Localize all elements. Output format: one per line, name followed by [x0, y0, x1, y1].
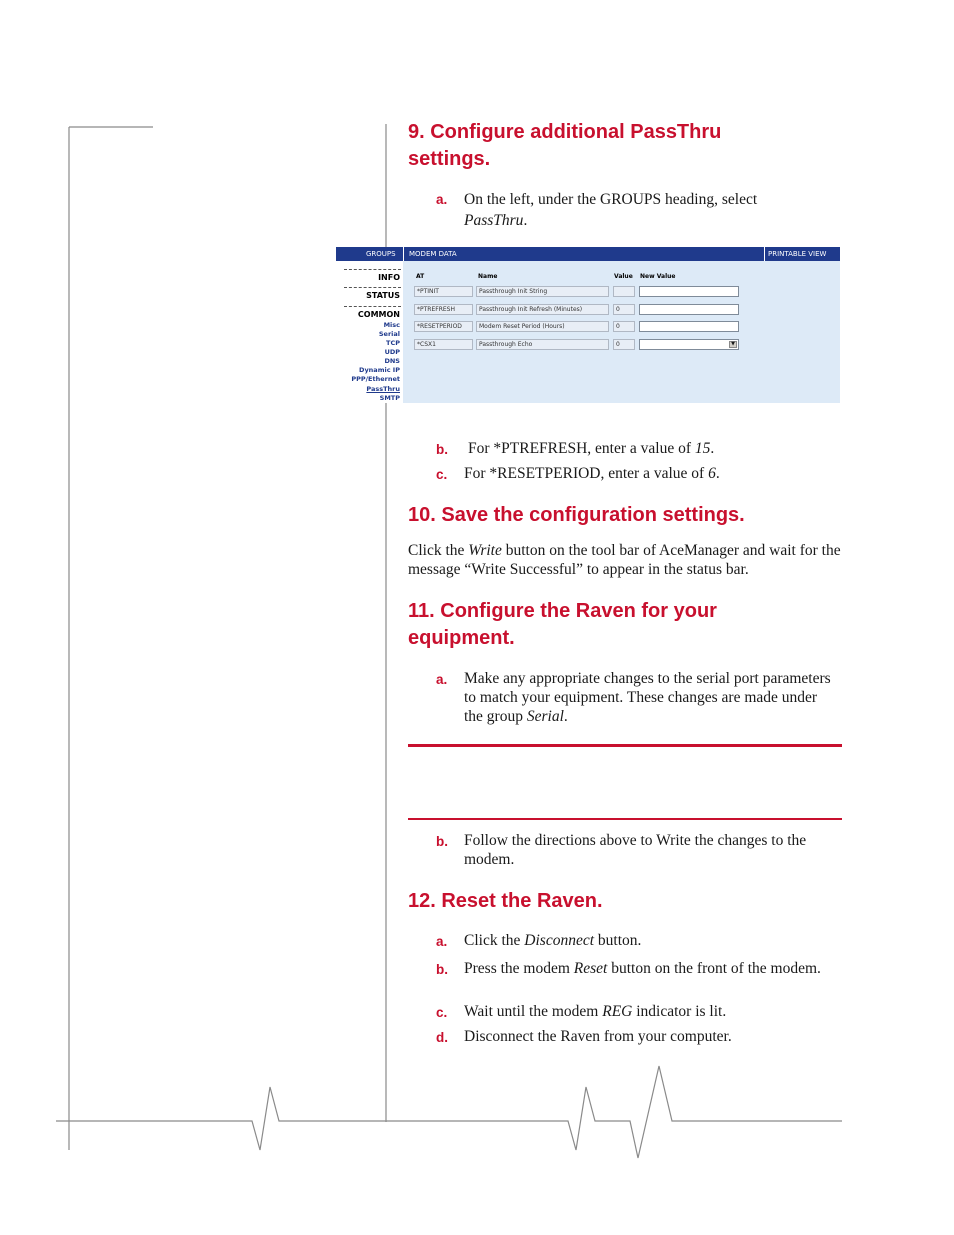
step-letter: b. [436, 834, 448, 849]
note-rule-bottom [408, 818, 842, 820]
table-row-name: Modem Reset Period (Hours) [476, 321, 609, 332]
acemanager-sidebar [336, 261, 403, 403]
table-row-name: Passthrough Init String [476, 286, 609, 297]
table-row-value: 0 [613, 304, 635, 315]
sidebar-item-info[interactable]: INFO [378, 273, 400, 282]
tab-printable-view[interactable]: PRINTABLE VIEW [768, 250, 827, 258]
table-row-name: Passthrough Echo [476, 339, 609, 350]
sidebar-item-dns[interactable]: DNS [384, 357, 400, 365]
step-12b [436, 959, 841, 978]
section-9-heading [408, 119, 721, 173]
step-9c [436, 464, 841, 483]
section-9-heading-line1: 9. Configure additional PassThru [408, 121, 722, 143]
step-text [464, 1002, 841, 1021]
column-header-name: Name [478, 273, 498, 280]
step-11b [436, 831, 841, 869]
step-9b-period: . [710, 440, 715, 457]
section-11-heading-line1: 11. Configure the Raven for your [408, 600, 717, 622]
step-letter: d. [436, 1030, 448, 1045]
step-9b-text: For *PTREFRESH, enter a value of [468, 440, 695, 457]
step-12a-text: Click the [464, 932, 525, 949]
chevron-down-icon[interactable]: ▼ [729, 341, 737, 348]
step-12c-text: Wait until the modem [464, 1003, 603, 1020]
new-value-input-resetperiod[interactable] [639, 321, 739, 332]
column-header-at: AT [416, 273, 425, 280]
step-text [464, 931, 841, 950]
section-10-text: Click the [408, 542, 469, 559]
table-row-name: Passthrough Init Refresh (Minutes) [476, 304, 609, 315]
step-letter: b. [436, 962, 448, 977]
step-9a [436, 189, 841, 231]
sidebar-item-tcp[interactable]: TCP [386, 339, 400, 347]
step-11a [436, 669, 841, 726]
step-text [468, 439, 841, 458]
sidebar-item-common[interactable]: COMMON [357, 310, 400, 319]
step-text [464, 189, 841, 231]
tab-groups[interactable]: GROUPS [366, 250, 396, 258]
step-9b [436, 439, 841, 458]
step-12d [436, 1027, 841, 1046]
step-11a-emphasis: Serial [526, 708, 564, 725]
section-10-text-rest: button on the tool bar of AceManager and wait for the message “Write Successful” to appear in the status bar. [408, 542, 841, 578]
step-9c-text: For *RESETPERIOD, enter a value of [464, 465, 709, 482]
step-text [464, 669, 834, 726]
sidebar-item-ppp-ethernet[interactable]: PPP/Ethernet [351, 375, 400, 383]
table-row-at: *PTINIT [414, 286, 473, 297]
sidebar-item-dynamic-ip[interactable]: Dynamic IP [359, 366, 400, 374]
new-value-input-ptinit[interactable] [639, 286, 739, 297]
table-row-value: 0 [613, 339, 635, 350]
sidebar-item-passthru[interactable]: PassThru [366, 385, 400, 393]
table-row-value [613, 286, 635, 297]
section-11-heading [408, 598, 717, 652]
section-11-heading-line2: equipment. [408, 627, 515, 649]
step-text: Disconnect the Raven from your computer. [464, 1028, 732, 1045]
table-row-at: *PTREFRESH [414, 304, 473, 315]
step-letter: c. [436, 1005, 448, 1020]
step-12a [436, 931, 841, 950]
step-9c-emphasis: 6 [708, 465, 716, 482]
sidebar-item-misc[interactable]: Misc [383, 321, 400, 329]
sidebar-item-serial[interactable]: Serial [378, 330, 400, 338]
step-9a-text: On the left, under the GROUPS heading, select [464, 191, 758, 208]
step-9b-emphasis: 15 [694, 440, 711, 457]
section-10-heading: 10. Save the configuration settings. [408, 504, 745, 526]
step-12c-text-rest: indicator is lit. [632, 1003, 727, 1020]
step-12c [436, 1002, 841, 1021]
section-9-heading-line2: settings. [408, 148, 491, 170]
section-10-emphasis: Write [468, 542, 502, 559]
step-9a-emphasis: PassThru [464, 212, 524, 229]
new-value-input-ptrefresh[interactable] [639, 304, 739, 315]
step-letter: a. [436, 672, 448, 687]
step-letter: b. [436, 442, 448, 457]
acemanager-tab-bar [336, 247, 840, 261]
step-11a-text: Make any appropriate changes to the serial port parameters to match your equipment. These changes are made under the group [464, 670, 831, 725]
table-row-value: 0 [613, 321, 635, 332]
acemanager-screenshot [336, 247, 840, 403]
table-row-at: *RESETPERIOD [414, 321, 473, 332]
step-12a-text-rest: button. [594, 932, 642, 949]
sidebar-item-status[interactable]: STATUS [366, 291, 400, 300]
step-12b-text: Press the modem [464, 960, 574, 977]
new-value-select-csx1[interactable] [639, 339, 739, 350]
step-letter: a. [436, 934, 448, 949]
table-row-at: *CSX1 [414, 339, 473, 350]
step-text [464, 959, 841, 978]
step-text: Follow the directions above to Write the changes to the modem. [464, 832, 807, 868]
step-letter: a. [436, 192, 448, 207]
step-letter: c. [436, 467, 448, 482]
step-12b-emphasis: Reset [573, 960, 608, 977]
step-11a-period: . [563, 708, 568, 725]
section-10-paragraph [408, 541, 848, 579]
step-12b-text-rest: button on the front of the modem. [607, 960, 821, 977]
section-12-heading: 12. Reset the Raven. [408, 890, 603, 912]
step-text [464, 464, 841, 483]
note-rule-top [408, 744, 842, 747]
step-12a-emphasis: Disconnect [524, 932, 595, 949]
step-12c-emphasis: REG [602, 1003, 633, 1020]
step-9c-period: . [715, 465, 720, 482]
column-header-new-value: New Value [640, 273, 676, 280]
step-9a-period: . [523, 212, 528, 229]
sidebar-item-smtp[interactable]: SMTP [379, 394, 400, 402]
sidebar-item-udp[interactable]: UDP [384, 348, 400, 356]
column-header-value: Value [614, 273, 633, 280]
tab-modem-data[interactable]: MODEM DATA [409, 250, 457, 258]
